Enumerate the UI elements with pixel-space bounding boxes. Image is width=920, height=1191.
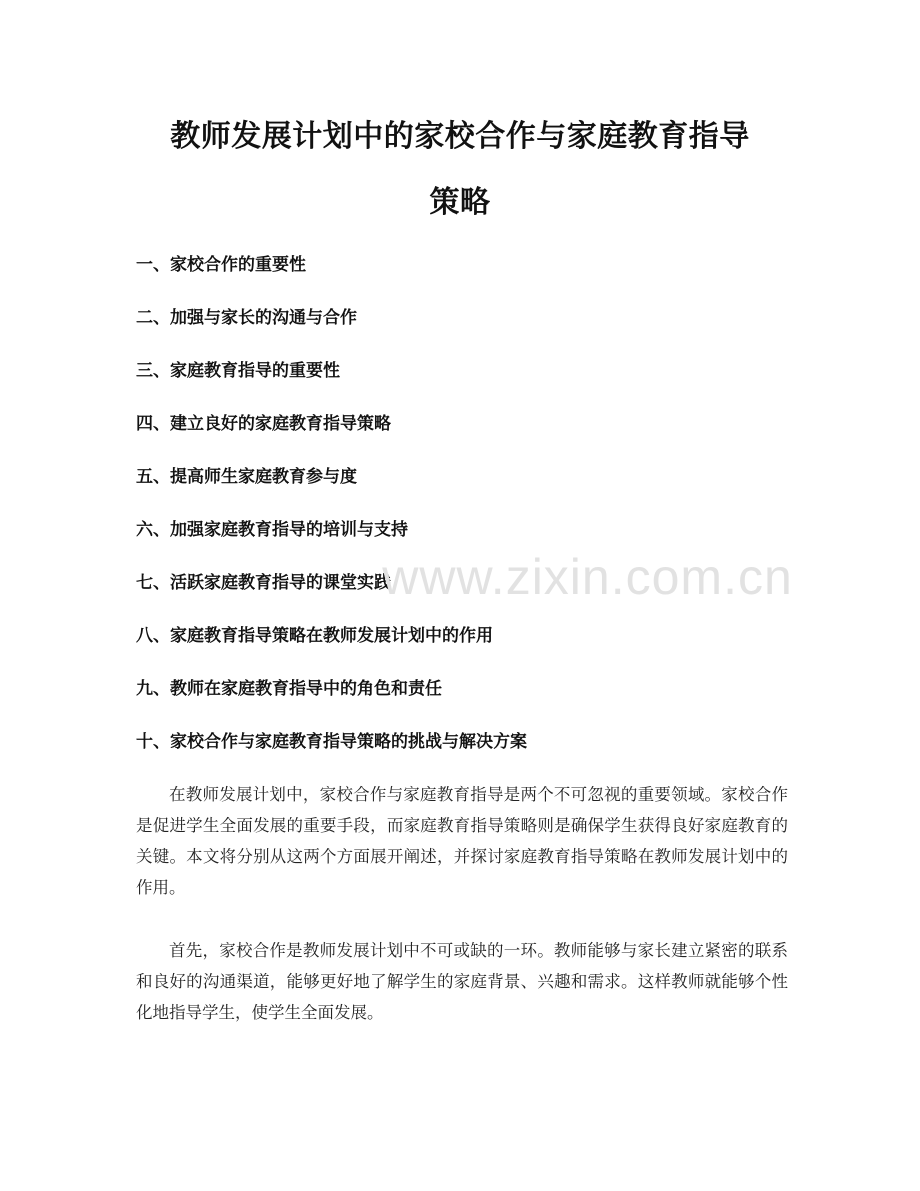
- toc-item-9: 九、教师在家庭教育指导中的角色和责任: [136, 679, 442, 699]
- toc-item-4: 四、建立良好的家庭教育指导策略: [136, 414, 391, 434]
- toc-item-6: 六、加强家庭教育指导的培训与支持: [136, 520, 408, 540]
- body-paragraph-1: 在教师发展计划中，家校合作与家庭教育指导是两个不可忽视的重要领域。家校合作是促进学生全面发展的重要手段，而家庭教育指导策略则是确保学生获得良好家庭教育的关键。本文将分别从这两个方面展开阐述，并探讨家庭教育指导策略在教师发展计划中的作用。: [136, 785, 788, 897]
- body-paragraph-2: 首先，家校合作是教师发展计划中不可或缺的一环。教师能够与家长建立紧密的联系和良好的沟通渠道，能够更好地了解学生的家庭背景、兴趣和需求。这样教师就能够个性化地指导学生，使学生全面发展。: [136, 941, 788, 1022]
- table-of-contents: [136, 250, 796, 780]
- toc-item-2: 二、加强与家长的沟通与合作: [136, 308, 357, 328]
- toc-item-1: 一、家校合作的重要性: [136, 255, 306, 275]
- toc-item-5: 五、提高师生家庭教育参与度: [136, 467, 357, 487]
- document-title: [130, 104, 790, 236]
- toc-item-7: 七、活跃家庭教育指导的课堂实践: [136, 573, 391, 593]
- title-line-2: 策略: [429, 185, 491, 220]
- toc-item-3: 三、家庭教育指导的重要性: [136, 361, 340, 381]
- title-line-1: 教师发展计划中的家校合作与家庭教育指导: [170, 119, 750, 154]
- toc-item-8: 八、家庭教育指导策略在教师发展计划中的作用: [136, 626, 493, 646]
- watermark: www.zixin.com.cn: [382, 549, 793, 605]
- toc-item-10: 十、家校合作与家庭教育指导策略的挑战与解决方案: [136, 732, 527, 752]
